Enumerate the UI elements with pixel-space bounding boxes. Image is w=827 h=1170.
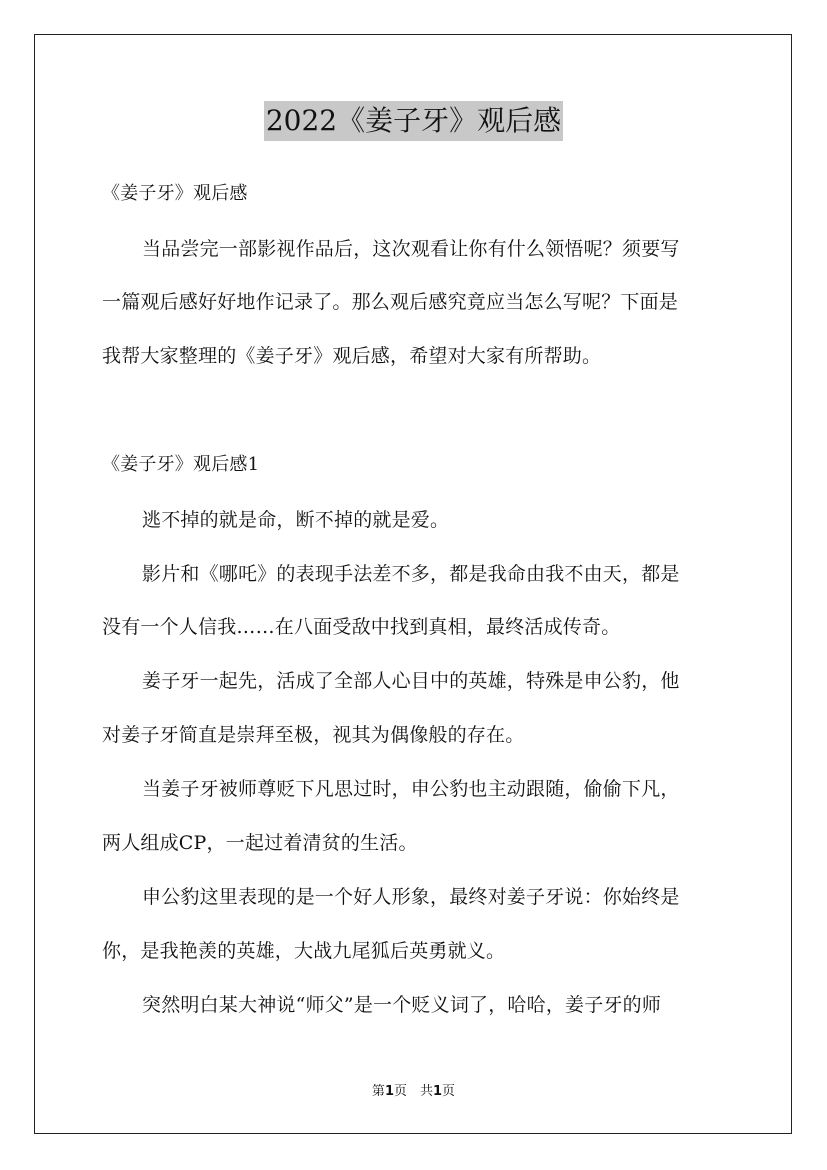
footer-page-current: 1: [384, 1084, 394, 1099]
body-line-3: 没有一个人信我……在八面受敌中找到真相，最终活成传奇。: [102, 616, 621, 638]
intro-heading: 《姜子牙》观后感: [102, 183, 248, 204]
intro-line-1: 当品尝完一部影视作品后，这次观看让你有什么领悟呢？须要写: [142, 238, 680, 260]
intro-line-3: 我帮大家整理的《姜子牙》观后感，希望对大家有所帮助。: [102, 345, 602, 367]
intro-line-2: 一篇观后感好好地作记录了。那么观后感究竟应当怎么写呢？下面是: [102, 291, 679, 313]
body-line-4: 姜子牙一起先，活成了全部人心目中的英雄，特殊是申公豹，他: [142, 670, 680, 692]
body-line-2: 影片和《哪吒》的表现手法差不多，都是我命由我不由天，都是: [142, 563, 680, 585]
body-line-6: 当姜子牙被师尊贬下凡思过时，申公豹也主动跟随，偷偷下凡，: [142, 778, 680, 800]
body-line-7: 两人组成CP，一起过着清贫的生活。: [102, 832, 418, 854]
body-line-10: 突然明白某大神说“师父”是一个贬义词了，哈哈，姜子牙的师: [142, 994, 662, 1016]
page-footer: [0, 1083, 827, 1101]
footer-page-suffix: 页: [442, 1084, 456, 1099]
footer-page-total: 1: [433, 1084, 443, 1099]
footer-page-prefix: 第: [371, 1084, 385, 1099]
footer-page-mid: 页 共: [393, 1084, 433, 1099]
document-title: [0, 100, 827, 141]
body-line-8: 申公豹这里表现的是一个好人形象，最终对姜子牙说：你始终是: [142, 886, 680, 908]
body-line-5: 对姜子牙简直是崇拜至极，视其为偶像般的存在。: [102, 724, 525, 746]
body-line-1: 逃不掉的就是命，断不掉的就是爱。: [142, 509, 450, 531]
document-title-text: 2022《姜子牙》观后感: [264, 101, 563, 141]
body-line-9: 你，是我艳羡的英雄，大战九尾狐后英勇就义。: [102, 940, 506, 962]
section-heading: 《姜子牙》观后感1: [102, 454, 260, 475]
